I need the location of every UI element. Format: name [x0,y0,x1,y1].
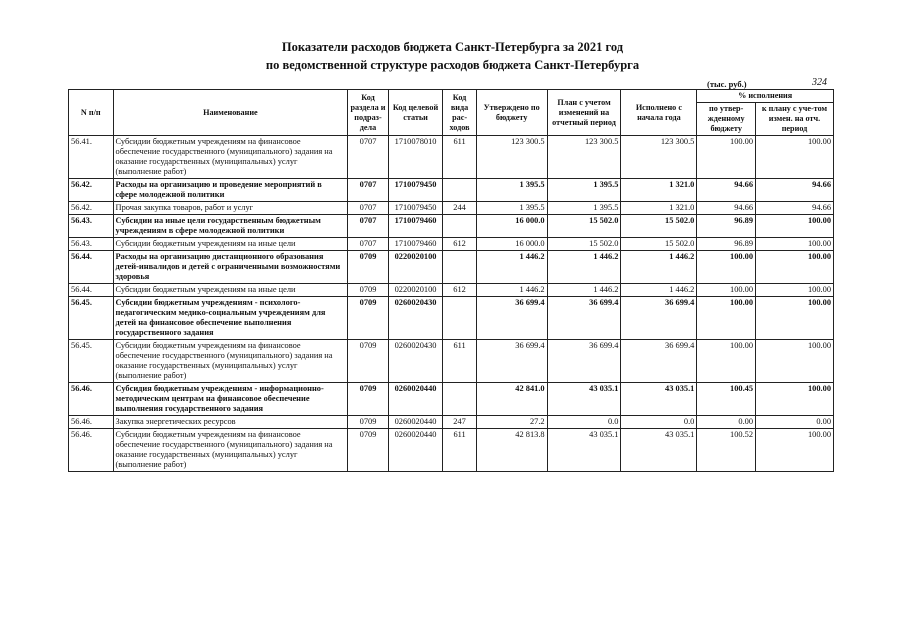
cell-target: 1710079460 [388,238,443,251]
cell-section: 0709 [348,284,388,297]
cell-name: Субсидии бюджетным учреждениям на иные цели [113,238,348,251]
header-plan: План с учетом изменений на отчетный период [547,90,621,136]
cell-pct-plan: 100.00 [756,383,834,416]
cell-approved: 1 395.5 [476,202,547,215]
table-row [69,179,834,202]
cell-name: Субсидии бюджетным учреждениям на иные цели [113,284,348,297]
table-row [69,297,834,340]
cell-target: 0260020440 [388,429,443,472]
table-row [69,202,834,215]
cell-pct-approved: 100.45 [697,383,756,416]
header-num: N п/п [69,90,114,136]
cell-executed: 15 502.0 [621,238,697,251]
table-row [69,416,834,429]
header-percent: % исполнения [697,90,834,103]
header-kind: Код вида рас-ходов [443,90,476,136]
cell-kind: 247 [443,416,476,429]
cell-num: 56.46. [69,416,114,429]
table-row [69,383,834,416]
cell-kind [443,251,476,284]
cell-num: 56.45. [69,340,114,383]
table-row [69,251,834,284]
cell-kind [443,179,476,202]
cell-target: 0260020430 [388,340,443,383]
cell-num: 56.41. [69,136,114,179]
cell-name: Субсидии бюджетным учреждениям на финансовое обеспечение государственного (муниципального) задания на оказание государственных (муниципальных) услуг (выполнение работ) [113,136,348,179]
cell-executed: 43 035.1 [621,383,697,416]
cell-section: 0707 [348,238,388,251]
cell-target: 0260020430 [388,297,443,340]
cell-approved: 1 395.5 [476,179,547,202]
cell-pct-approved: 100.00 [697,297,756,340]
cell-pct-plan: 0.00 [756,416,834,429]
table-row [69,215,834,238]
header-pct-plan: к плану с уче-том измен. на отч. период [756,103,834,136]
header-executed: Исполнено с начала года [621,90,697,136]
cell-pct-plan: 100.00 [756,284,834,297]
cell-plan: 15 502.0 [547,238,621,251]
cell-pct-approved: 94.66 [697,202,756,215]
cell-kind: 612 [443,284,476,297]
cell-name: Субсидии бюджетным учреждениям на финансовое обеспечение государственного (муниципального) задания на оказание государственных (муниципальных) услуг (выполнение работ) [113,340,348,383]
cell-pct-approved: 96.89 [697,238,756,251]
cell-section: 0707 [348,136,388,179]
cell-name: Расходы на организацию дистанционного образования детей-инвалидов и детей с ограниченными возможностями здоровья [113,251,348,284]
cell-executed: 1 321.0 [621,179,697,202]
cell-approved: 1 446.2 [476,284,547,297]
budget-table [68,89,834,472]
cell-name: Расходы на организацию и проведение мероприятий в сфере молодежной политики [113,179,348,202]
header-name: Наименование [113,90,348,136]
cell-kind [443,215,476,238]
cell-executed: 36 699.4 [621,297,697,340]
cell-plan: 36 699.4 [547,297,621,340]
cell-approved: 27.2 [476,416,547,429]
cell-executed: 123 300.5 [621,136,697,179]
cell-target: 1710079450 [388,179,443,202]
cell-section: 0709 [348,340,388,383]
cell-kind: 611 [443,136,476,179]
header-approved: Утверждено по бюджету [476,90,547,136]
cell-section: 0707 [348,202,388,215]
cell-section: 0709 [348,297,388,340]
cell-target: 1710079460 [388,215,443,238]
cell-pct-approved: 96.89 [697,215,756,238]
cell-target: 0220020100 [388,251,443,284]
cell-plan: 1 446.2 [547,251,621,284]
cell-pct-plan: 100.00 [756,215,834,238]
cell-num: 56.46. [69,429,114,472]
cell-target: 1710079450 [388,202,443,215]
cell-plan: 1 446.2 [547,284,621,297]
cell-pct-plan: 100.00 [756,251,834,284]
cell-executed: 36 699.4 [621,340,697,383]
document-title-line-2: по ведомственной структуре расходов бюджета Санкт-Петербурга [265,58,640,72]
cell-section: 0709 [348,383,388,416]
cell-pct-plan: 100.00 [756,238,834,251]
cell-pct-plan: 94.66 [756,202,834,215]
header-pct-approved: по утвер-жденному бюджету [697,103,756,136]
cell-num: 56.46. [69,383,114,416]
cell-pct-approved: 100.00 [697,251,756,284]
cell-num: 56.43. [69,215,114,238]
cell-target: 0260020440 [388,416,443,429]
cell-approved: 16 000.0 [476,238,547,251]
table-row [69,284,834,297]
cell-num: 56.42. [69,179,114,202]
cell-executed: 0.0 [621,416,697,429]
cell-plan: 43 035.1 [547,383,621,416]
cell-plan: 15 502.0 [547,215,621,238]
cell-kind: 611 [443,429,476,472]
table-row [69,238,834,251]
cell-pct-approved: 100.52 [697,429,756,472]
cell-approved: 42 813.8 [476,429,547,472]
table-row [69,429,834,472]
cell-num: 56.42. [69,202,114,215]
cell-plan: 36 699.4 [547,340,621,383]
cell-kind [443,383,476,416]
cell-target: 1710078010 [388,136,443,179]
header-target: Код целевой статьи [388,90,443,136]
cell-kind: 244 [443,202,476,215]
cell-plan: 1 395.5 [547,179,621,202]
cell-executed: 1 446.2 [621,284,697,297]
cell-approved: 123 300.5 [476,136,547,179]
cell-name: Субсидия бюджетным учреждениям - информационно-методическим центрам на финансовое обеспечение выполнения государственного задания [113,383,348,416]
cell-name: Закупка энергетических ресурсов [113,416,348,429]
cell-plan: 123 300.5 [547,136,621,179]
cell-kind: 611 [443,340,476,383]
cell-approved: 36 699.4 [476,340,547,383]
cell-approved: 1 446.2 [476,251,547,284]
cell-executed: 15 502.0 [621,215,697,238]
cell-pct-plan: 94.66 [756,179,834,202]
cell-plan: 0.0 [547,416,621,429]
cell-pct-plan: 100.00 [756,429,834,472]
cell-pct-approved: 0.00 [697,416,756,429]
cell-target: 0260020440 [388,383,443,416]
cell-plan: 43 035.1 [547,429,621,472]
cell-approved: 36 699.4 [476,297,547,340]
cell-num: 56.45. [69,297,114,340]
cell-pct-approved: 100.00 [697,340,756,383]
cell-executed: 43 035.1 [621,429,697,472]
cell-pct-plan: 100.00 [756,297,834,340]
cell-pct-approved: 94.66 [697,179,756,202]
cell-name: Субсидии на иные цели государственным бюджетным учреждениям в сфере молодежной политики [113,215,348,238]
cell-section: 0709 [348,416,388,429]
cell-name: Субсидии бюджетным учреждениям - психолого-педагогическим медико-социальным учреждениям для детей на финансовое обеспечение выполнения государственного задания [113,297,348,340]
cell-target: 0220020100 [388,284,443,297]
document-title-line-1: Показатели расходов бюджета Санкт-Петербурга за 2021 год [281,40,624,54]
cell-name: Субсидии бюджетным учреждениям на финансовое обеспечение государственного (муниципального) задания на оказание государственных (муниципальных) услуг (выполнение работ) [113,429,348,472]
page-number: 324 [812,77,827,88]
cell-section: 0707 [348,215,388,238]
cell-approved: 42 841.0 [476,383,547,416]
cell-kind: 612 [443,238,476,251]
cell-pct-plan: 100.00 [756,340,834,383]
cell-executed: 1 321.0 [621,202,697,215]
cell-num: 56.44. [69,284,114,297]
header-section: Код раздела и подраз-дела [348,90,388,136]
cell-name: Прочая закупка товаров, работ и услуг [113,202,348,215]
cell-section: 0707 [348,179,388,202]
cell-section: 0709 [348,429,388,472]
cell-pct-approved: 100.00 [697,136,756,179]
cell-approved: 16 000.0 [476,215,547,238]
cell-executed: 1 446.2 [621,251,697,284]
table-row [69,136,834,179]
cell-num: 56.43. [69,238,114,251]
cell-num: 56.44. [69,251,114,284]
cell-kind [443,297,476,340]
cell-plan: 1 395.5 [547,202,621,215]
units-label: (тыс. руб.) [707,79,747,89]
table-body [69,136,834,472]
cell-pct-plan: 100.00 [756,136,834,179]
table-row [69,340,834,383]
cell-pct-approved: 100.00 [697,284,756,297]
cell-section: 0709 [348,251,388,284]
